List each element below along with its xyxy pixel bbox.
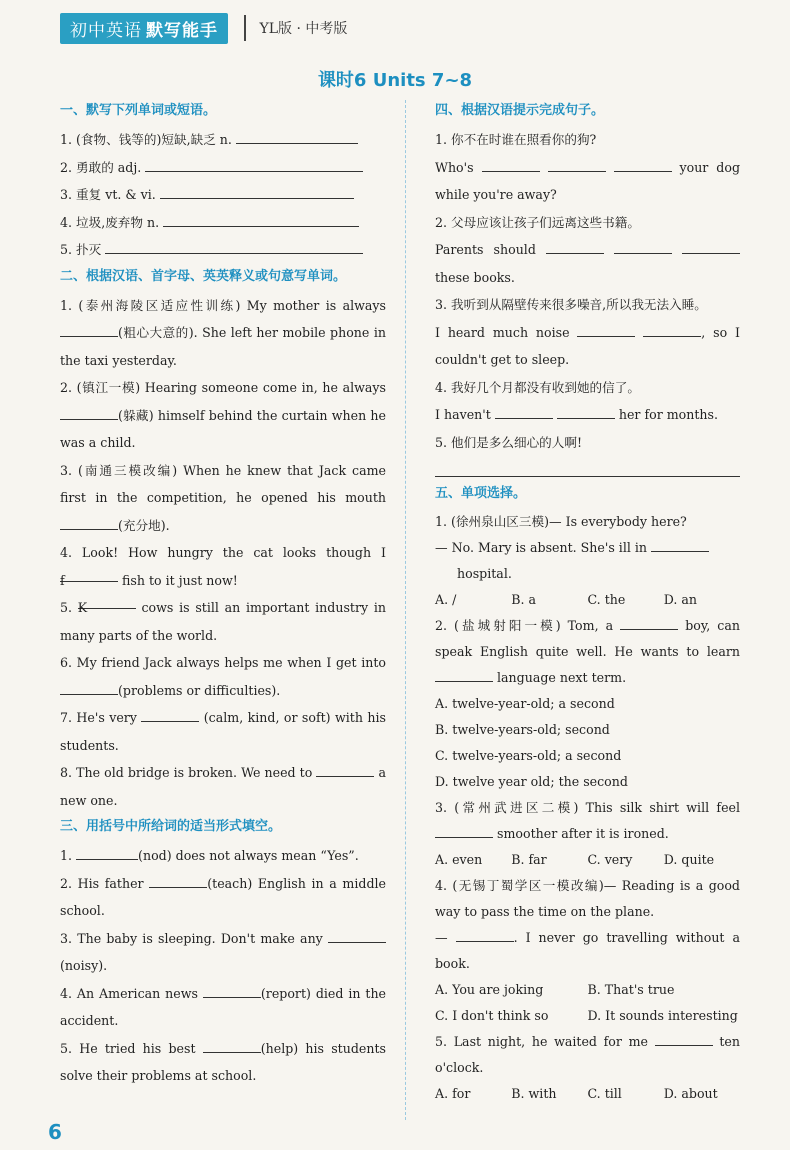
answer-blank[interactable] [60, 322, 118, 337]
s5-q4-stem: 4. (无锡丁蜀学区一模改编)— Reading is a good way to pass the time on the plane. — . I never go travelling without a book. [435, 878, 740, 971]
series-logo [60, 13, 228, 44]
answer-blank[interactable] [203, 983, 261, 998]
answer-blank[interactable] [77, 594, 136, 615]
answer-blank[interactable] [60, 567, 118, 588]
option-b[interactable]: B. twelve-years-old; second [435, 722, 610, 737]
s3-q4: 4. An American news (report) died in the accident. [60, 980, 386, 1035]
s1-item-2: 2. 勇敢的 adj. [60, 154, 386, 182]
option-c[interactable]: C. twelve-years-old; a second [435, 748, 622, 763]
s3-q5: 5. He tried his best (help) his students solve their problems at school. [60, 1035, 386, 1090]
option-d[interactable]: D. about [663, 1086, 718, 1101]
answer-blank[interactable] [557, 404, 615, 419]
page-title: 课时6 Units 7~8 [317, 70, 473, 91]
option-b[interactable]: B. That's true [587, 982, 675, 997]
s5-q4-options-row2 [435, 1003, 740, 1029]
section-5-heading: 五、单项选择。 [435, 486, 527, 501]
s4-q1-prompt: 1. 你不在时谁在照看你的狗? [435, 132, 597, 147]
answer-blank[interactable] [495, 404, 553, 419]
answer-blank[interactable] [456, 927, 514, 942]
s5-q2-stem: 2. (盐城射阳一模) Tom, a boy, can speak English quite well. He wants to learn language next term. [435, 613, 740, 691]
option-a[interactable]: A. for [435, 1086, 471, 1101]
column-divider [405, 100, 406, 1120]
s4-q4-prompt: 4. 我好几个月都没有收到她的信了。 [435, 379, 640, 395]
s2-q2: 2. (镇江一模) Hearing someone come in, he always (躲藏) himself behind the curtain when he was a child. [60, 380, 386, 450]
s5-q1-options [435, 587, 740, 613]
option-d[interactable]: D. It sounds interesting [587, 1008, 738, 1023]
s2-q5: 5. K cows is still an important industry in many parts of the world. [60, 594, 386, 649]
s3-q1: 1. (nod) does not always mean “Yes”. [60, 842, 386, 870]
section-3-heading: 三、用括号中所给词的适当形式填空。 [60, 819, 282, 834]
s1-item-1: 1. (食物、钱等的)短缺,缺乏 n. [60, 126, 386, 154]
s2-q1: 1. (泰州海陵区适应性训练) My mother is always (粗心大意的). She left her mobile phone in the taxi yesterday. [60, 297, 386, 368]
s3-q2: 2. His father (teach) English in a middle school. [60, 870, 386, 925]
option-c[interactable]: C. I don't think so [435, 1008, 549, 1023]
option-a[interactable]: A. even [435, 852, 483, 867]
option-c[interactable]: C. very [587, 852, 633, 867]
option-b[interactable]: B. a [511, 592, 537, 607]
brand-subject: 初中英语 [70, 20, 142, 41]
s2-q4: 4. Look! How hungry the cat looks though I f fish to it just now! [60, 545, 386, 588]
s2-q7: 7. He's very (calm, kind, or soft) with his students. [60, 704, 386, 759]
answer-blank[interactable] [435, 667, 493, 682]
section-1-list [60, 126, 386, 264]
answer-blank[interactable] [203, 1038, 261, 1053]
answer-blank[interactable] [548, 157, 606, 172]
s4-q3-prompt: 3. 我听到从隔壁传来很多噪音,所以我无法入睡。 [435, 297, 707, 312]
answer-blank[interactable] [614, 157, 672, 172]
answer-blank[interactable] [149, 873, 207, 888]
s5-q5-options [435, 1081, 740, 1107]
initial-letter-hint: K [77, 600, 88, 615]
option-b[interactable]: B. far [511, 852, 547, 867]
s1-item-3: 3. 重复 vt. & vi. [60, 181, 386, 209]
answer-blank[interactable] [316, 762, 374, 777]
s1-item-5: 5. 扑灭 [60, 236, 386, 264]
answer-blank[interactable] [141, 707, 199, 722]
answer-blank[interactable] [60, 680, 118, 695]
option-b[interactable]: B. with [511, 1086, 557, 1101]
section-4-heading: 四、根据汉语提示完成句子。 [435, 103, 605, 118]
s2-q6: 6. My friend Jack always helps me when I get into (problems or difficulties). [60, 655, 386, 698]
option-c[interactable]: C. the [587, 592, 626, 607]
s2-q8: 8. The old bridge is broken. We need to a new one. [60, 759, 386, 814]
s1-item-4: 4. 垃圾,废弃物 n. [60, 209, 386, 237]
answer-blank[interactable] [435, 823, 493, 838]
answer-blank[interactable] [620, 615, 678, 630]
initial-letter-hint: f [60, 572, 65, 588]
s4-q2-answer: Parents should these books. [435, 236, 740, 291]
page-header [60, 14, 347, 42]
answer-blank[interactable] [60, 405, 118, 420]
s4-q5-prompt: 5. 他们是多么细心的人啊! [435, 434, 583, 450]
answer-blank[interactable] [60, 515, 118, 530]
s5-q1-reply: — No. Mary is absent. She's ill in hospital. [435, 535, 740, 587]
option-a[interactable]: A. twelve-year-old; a second [435, 696, 615, 711]
answer-blank[interactable] [546, 239, 604, 254]
answer-blank[interactable] [482, 157, 540, 172]
answer-blank[interactable] [236, 129, 358, 144]
page-number: 6 [48, 1120, 62, 1144]
answer-blank[interactable] [577, 322, 635, 337]
option-d[interactable]: D. quite [663, 852, 715, 867]
left-column [60, 100, 386, 1090]
option-a[interactable]: A. / [435, 592, 457, 607]
answer-blank[interactable] [105, 239, 363, 254]
option-d[interactable]: D. twelve year old; the second [435, 774, 628, 789]
answer-blank[interactable] [163, 212, 359, 227]
section-2-heading: 二、根据汉语、首字母、英英释义或句意写单词。 [60, 268, 347, 284]
brand-series: 默写能手 [146, 20, 218, 41]
s2-q3: 3. (南通三模改编) When he knew that Jack came first in the competition, he opened his mouth (充分地). [60, 462, 386, 533]
answer-blank[interactable] [76, 845, 138, 860]
answer-blank[interactable] [651, 537, 709, 552]
answer-blank[interactable] [643, 322, 701, 337]
answer-blank[interactable] [614, 239, 672, 254]
answer-blank[interactable] [682, 239, 740, 254]
edition-label: YL版 · 中考版 [259, 21, 348, 37]
s4-q3-answer: I heard much noise , so I couldn't get to sleep. [435, 319, 740, 374]
s4-q4-answer: I haven't her for months. [435, 401, 740, 429]
answer-blank[interactable] [655, 1031, 713, 1046]
s4-q1-answer: Who's your dog while you're away? [435, 154, 740, 209]
option-d[interactable]: D. an [663, 592, 698, 607]
s5-q3-stem: 3. (常州武进区二模) This silk shirt will feel smoother after it is ironed. [435, 800, 740, 841]
option-c[interactable]: C. till [587, 1086, 622, 1101]
right-column [435, 100, 740, 1107]
s5-q5-stem: 5. Last night, he waited for me ten o'clock. [435, 1029, 740, 1081]
s4-q2-prompt: 2. 父母应该让孩子们远离这些书籍。 [435, 214, 640, 230]
header-divider [244, 15, 246, 41]
answer-blank[interactable] [145, 157, 363, 172]
s5-q3-options [435, 847, 740, 873]
s5-q1-stem: 1. (徐州泉山区三模)— Is everybody here? [435, 514, 687, 529]
answer-line[interactable] [435, 456, 740, 477]
option-a[interactable]: A. You are joking [435, 982, 544, 997]
s5-q4-options-row1 [435, 977, 740, 1003]
s3-q3: 3. The baby is sleeping. Don't make any (noisy). [60, 925, 386, 980]
section-1-heading: 一、默写下列单词或短语。 [60, 103, 217, 118]
answer-blank[interactable] [160, 184, 354, 199]
answer-blank[interactable] [328, 928, 386, 943]
